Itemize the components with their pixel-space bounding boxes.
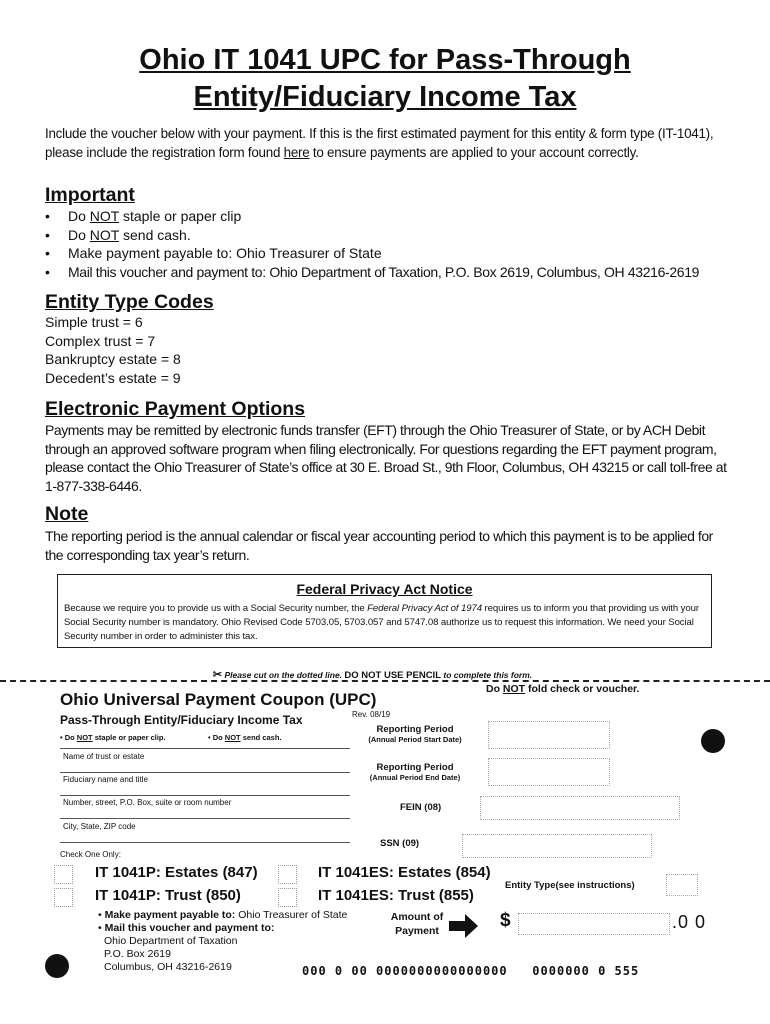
intro-paragraph [45,124,725,162]
name-label: Name of trust or estate [63,752,145,761]
registration-form-link[interactable]: here [283,145,310,160]
option-checkbox-850[interactable] [54,888,73,907]
revision-label: Rev. 08/19 [352,710,391,719]
amount-input[interactable] [518,913,670,935]
bullet: • [45,208,50,224]
coupon-title: Ohio Universal Payment Coupon (UPC) [60,690,377,709]
mail-address-line: Columbus, OH 43216-2619 [104,961,232,973]
privacy-notice-box [57,574,712,648]
registration-mark-icon [701,729,725,753]
amount-label [386,910,448,938]
end-label-line2: (Annual Period End Date) [369,773,461,782]
start-label-line2: (Annual Period Start Date) [368,735,462,744]
entity-codes-list [45,313,181,387]
intro-text-before: Include the voucher below with your payment. If this is the first estimated payment for this entity & form type (IT-1041), please include the registration form found [45,126,714,160]
amount-cents: .0 0 [672,912,707,932]
divider [60,772,350,773]
note-text-post: staple or paper clip. [92,733,166,742]
option-checkbox-847[interactable] [54,865,73,884]
amount-label-line1: Amount of [390,911,444,923]
fold-text-emphasis: NOT [502,683,526,695]
payable-bold: Make payment payable to: [104,909,236,921]
option-label-854: IT 1041ES: Estates (854) [318,864,491,881]
item-text: Make payment payable to: Ohio Treasurer of State [68,245,382,261]
note-emphasis: NOT [224,733,241,742]
intro-text-after: to ensure payments are applied to your account correctly. [309,145,639,160]
electronic-heading: Electronic Payment Options [45,398,306,420]
important-heading: Important [45,184,135,206]
page-title-line1: Ohio IT 1041 UPC for Pass-Through [139,44,631,76]
registration-mark-icon [45,954,69,978]
note-heading: Note [45,503,89,525]
important-item [45,226,745,245]
note-text-pre: • Do [208,733,225,742]
ssn-input[interactable] [462,834,652,858]
fein-input[interactable] [480,796,680,820]
divider [60,842,350,843]
name-field[interactable] [60,760,350,772]
privacy-text [64,602,709,644]
privacy-act-name: Federal Privacy Act of 1974 [367,603,482,614]
entity-code-item: Simple trust = 6 [45,314,143,330]
start-period-input[interactable] [488,721,610,749]
electronic-text: Payments may be remitted by electronic funds transfer (EFT) through the Ohio Treasurer of State, or by ACH Debit through an approved software program when filing electronically. For questions regarding the EFT payment program, please contact the Ohio Treasurer of State’s office at 30 E. Broad St., 9th Floor, Columbus, OH 43215 or call toll-free at 1-877-338-6446. [45,422,727,494]
note-text-pre: • Do [60,733,77,742]
fold-warning [486,683,639,695]
item-text: Do [68,226,90,243]
address-label: Number, street, P.O. Box, suite or room number [63,798,232,807]
payable-line: • Make payment payable to: Ohio Treasurer of State [98,909,348,921]
fiduciary-field[interactable] [60,783,350,795]
fein-label: FEIN (08) [400,802,442,813]
option-label-850: IT 1041P: Trust (850) [95,887,241,904]
fiduciary-label: Fiduciary name and title [63,775,148,784]
bullet: • [45,226,50,243]
important-list [45,207,745,281]
divider [60,818,350,819]
fold-text-pre: Do [486,683,503,695]
end-label-line1: Reporting Period [376,762,454,773]
divider [60,795,350,796]
scan-code-line: 000 0 00 0000000000000000 0000000 0 555 [302,964,640,978]
entity-type-input[interactable] [666,874,698,896]
coupon-subtitle: Pass-Through Entity/Fiduciary Income Tax [60,713,303,727]
amount-label-line2: Payment [395,925,439,937]
item-text: send cash. [119,226,191,243]
fold-text-post: fold check or voucher. [525,683,640,695]
page-title-line2: Entity/Fiduciary Income Tax [193,81,577,113]
mail-address-line: P.O. Box 2619 [104,948,171,960]
end-period-label [360,762,470,782]
bullet: • [45,245,50,261]
city-field[interactable] [60,830,350,842]
important-item [45,207,745,226]
option-checkbox-854[interactable] [278,865,297,884]
no-staple-note [60,733,166,742]
note-text: The reporting period is the annual calendar or fiscal year accounting period to which this payment is to be applied for the corresponding tax year’s return. [45,528,713,563]
note-emphasis: NOT [76,733,93,742]
entity-codes-heading: Entity Type Codes [45,291,214,313]
scissors-icon: ✂ [212,669,223,681]
check-one-label: Check One Only: [60,850,121,859]
entity-code-item: Complex trust = 7 [45,332,156,349]
item-emphasis: NOT [89,208,120,224]
cut-line [0,680,770,682]
privacy-heading: Federal Privacy Act Notice [296,581,473,597]
note-text-post: send cash. [240,733,282,742]
mail-bold: Mail this voucher and payment to: [104,922,275,934]
privacy-text-pre: Because we require you to provide us with a Social Security number, the [64,603,368,614]
divider [60,748,350,749]
bullet: • [45,263,50,280]
address-field[interactable] [60,806,350,818]
ssn-label: SSN (09) [380,838,420,849]
end-period-input[interactable] [488,758,610,786]
mail-address-line: Ohio Department of Taxation [104,935,238,947]
privacy-text-post: requires us to inform you that providing us with your Social Security number is mandatory. Ohio Revised Code 5703.05, 5703.057 and 5747.08 authorize us to request this information. We need your Social Security number in order to administer this tax. [64,603,699,642]
dollar-sign: $ [500,910,511,931]
entity-type-label: Entity Type(see instructions) [505,880,635,891]
entity-code-item: Bankruptcy estate = 8 [45,351,181,367]
payable-value: Ohio Treasurer of State [235,909,348,921]
city-label: City, State, ZIP code [63,822,136,831]
item-text: staple or paper clip [119,208,242,224]
important-item [45,263,745,282]
mail-line: • Mail this voucher and payment to: [98,922,275,934]
arrow-right-icon [449,913,479,939]
option-label-847: IT 1041P: Estates (847) [95,864,258,881]
item-text: Do [68,208,90,224]
option-checkbox-855[interactable] [278,888,297,907]
start-label-line1: Reporting Period [376,724,454,735]
cut-text-pre: Please cut on the dotted line. [224,670,345,680]
no-cash-note [208,733,282,742]
important-item [45,244,745,263]
entity-code-item: Decedent’s estate = 9 [45,369,181,386]
cut-text-post: to complete this form. [441,670,533,680]
option-label-855: IT 1041ES: Trust (855) [318,887,474,904]
item-emphasis: NOT [89,226,120,243]
item-text: Mail this voucher and payment to: Ohio Department of Taxation, P.O. Box 2619, Columbus, OH 43216-2619 [68,263,700,280]
cut-text-bold: DO NOT USE PENCIL [344,670,441,681]
start-period-label [360,724,470,744]
